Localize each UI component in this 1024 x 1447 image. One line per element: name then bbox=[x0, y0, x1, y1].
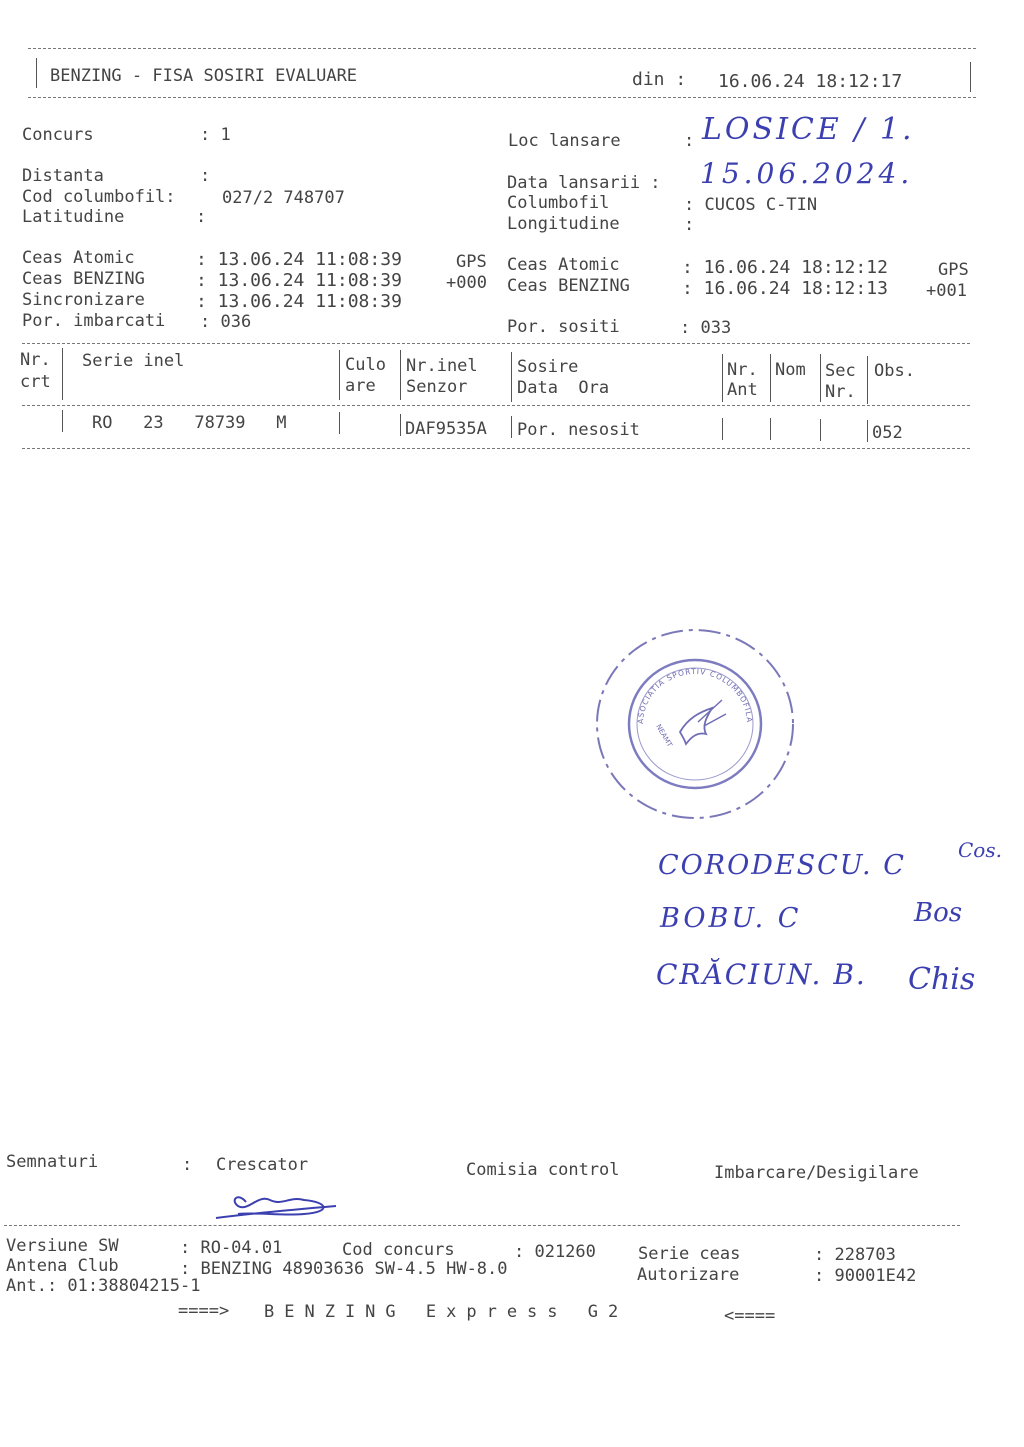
clock-left-benzing-suffix: +000 bbox=[446, 273, 487, 293]
th-sosire-1: Sosire bbox=[517, 357, 579, 377]
cod-columbofil-value: 027/2 748707 bbox=[222, 188, 345, 208]
commission-name-1: CORODESCU. C bbox=[658, 850, 906, 881]
concurs-value: : 1 bbox=[200, 125, 231, 145]
semnaturi-label: Semnaturi bbox=[6, 1152, 99, 1172]
th-nr-inel-2: Senzor bbox=[406, 377, 468, 397]
clock-left-atomic-label: Ceas Atomic bbox=[22, 248, 135, 268]
versiune-label: Versiune SW bbox=[6, 1236, 119, 1256]
th-serie-inel: Serie inel bbox=[82, 351, 185, 371]
columbofil-value: : CUCOS C-TIN bbox=[684, 195, 818, 215]
th-nr-crt-1: Nr. bbox=[20, 350, 51, 370]
clock-left-benzing-value: : 13.06.24 11:08:39 bbox=[196, 270, 402, 291]
versiune-value: : RO-04.01 bbox=[180, 1238, 283, 1258]
commission-signature-3: Chis bbox=[908, 962, 976, 997]
stamp-arc-text: ASOCIATIA SPORTIV COLUMBOFILA bbox=[635, 666, 755, 725]
serie-ceas-label: Serie ceas bbox=[638, 1244, 741, 1264]
commission-signature-1: Cos. bbox=[958, 838, 1002, 862]
table-bottom-rule bbox=[22, 448, 970, 449]
din-label: din : bbox=[632, 69, 687, 90]
ant-line: Ant.: 01:38804215-1 bbox=[6, 1276, 201, 1296]
latitudine-label: Latitudine bbox=[22, 207, 125, 227]
th-nr-ant-2: Ant bbox=[727, 380, 758, 400]
commission-signature-2: Bos bbox=[914, 898, 963, 928]
columbofil-label: Columbofil bbox=[507, 193, 610, 213]
clock-right-atomic-value: : 16.06.24 18:12:12 bbox=[682, 257, 888, 278]
row-senzor: DAF9535A bbox=[405, 419, 487, 439]
col-sep bbox=[820, 354, 821, 402]
table-top-rule bbox=[22, 343, 970, 344]
antena-label: Antena Club bbox=[6, 1256, 119, 1276]
th-nom: Nom bbox=[775, 360, 806, 380]
th-sec-2: Nr. bbox=[825, 382, 856, 402]
din-value: 16.06.24 18:12:17 bbox=[718, 71, 903, 92]
longitudine-label: Longitudine bbox=[507, 214, 620, 234]
distanta-label: Distanta bbox=[22, 166, 104, 186]
clock-left-benzing-label: Ceas BENZING bbox=[22, 269, 145, 289]
clock-right-atomic-label: Ceas Atomic bbox=[507, 255, 620, 275]
imbarcare-desigilare-label: Imbarcare/Desigilare bbox=[714, 1163, 919, 1183]
row-serie-inel: RO 23 78739 M bbox=[92, 413, 287, 433]
col-sep bbox=[511, 416, 512, 438]
cod-concurs-value: : 021260 bbox=[514, 1242, 596, 1262]
col-sep bbox=[62, 410, 63, 432]
col-sep bbox=[400, 350, 401, 400]
col-sep bbox=[770, 354, 771, 402]
col-sep bbox=[339, 412, 340, 434]
clock-left-sync-label: Sincronizare bbox=[22, 290, 145, 310]
th-nr-crt-2: crt bbox=[20, 372, 51, 392]
association-stamp bbox=[588, 622, 803, 827]
clock-left-atomic-suffix: GPS bbox=[456, 252, 487, 272]
longitudine-colon: : bbox=[684, 215, 695, 235]
clock-left-atomic-value: : 13.06.24 11:08:39 bbox=[196, 249, 402, 270]
loc-lansare-handwritten: LOSICE / 1. bbox=[702, 112, 915, 147]
loc-lansare-colon: : bbox=[684, 131, 695, 151]
autorizare-value: : 90001E42 bbox=[814, 1266, 917, 1286]
latitudine-colon: : bbox=[196, 207, 207, 227]
stamp-inner-text: NEAMT bbox=[654, 723, 674, 749]
crescator-signature-icon bbox=[208, 1184, 343, 1224]
por-sositi-label: Por. sositi bbox=[507, 317, 620, 337]
commission-name-2: BOBU. C bbox=[660, 903, 802, 934]
table-header-rule bbox=[22, 405, 970, 406]
th-nr-inel-1: Nr.inel bbox=[406, 356, 478, 376]
col-sep bbox=[867, 420, 868, 442]
antena-value: : BENZING 48903636 SW-4.5 HW-8.0 bbox=[180, 1259, 508, 1279]
col-sep bbox=[867, 356, 868, 404]
por-imbarcati-label: Por. imbarcati bbox=[22, 311, 166, 331]
comisia-control-label: Comisia control bbox=[466, 1160, 620, 1180]
clock-right-benzing-value: : 16.06.24 18:12:13 bbox=[682, 278, 888, 299]
por-imbarcati-value: : 036 bbox=[200, 312, 252, 332]
col-sep bbox=[339, 350, 340, 400]
serie-ceas-value: : 228703 bbox=[814, 1245, 896, 1265]
col-sep bbox=[400, 414, 401, 436]
commission-name-3: CRĂCIUN. B. bbox=[656, 958, 867, 991]
por-sositi-value: : 033 bbox=[680, 318, 732, 338]
brand-arrow-left: ====> bbox=[178, 1301, 230, 1321]
clock-left-sync-value: : 13.06.24 11:08:39 bbox=[196, 291, 402, 312]
distanta-colon: : bbox=[200, 166, 211, 186]
stamp-seal-icon bbox=[588, 622, 803, 827]
clock-right-benzing-label: Ceas BENZING bbox=[507, 276, 630, 296]
header-bottom-rule bbox=[28, 97, 976, 98]
col-sep bbox=[722, 418, 723, 440]
col-sep bbox=[511, 352, 512, 402]
header-right-edge bbox=[970, 62, 971, 92]
th-culoare-1: Culo bbox=[345, 355, 386, 375]
concurs-label: Concurs bbox=[22, 125, 94, 145]
footer-top-rule bbox=[4, 1225, 960, 1226]
th-nr-ant-1: Nr. bbox=[727, 360, 758, 380]
clock-right-benzing-suffix: +001 bbox=[926, 281, 967, 301]
crescator-label: Crescator bbox=[216, 1155, 309, 1175]
th-sosire-2: Data Ora bbox=[517, 378, 610, 398]
row-obs: 052 bbox=[872, 423, 903, 443]
th-sec-1: Sec bbox=[825, 361, 856, 381]
col-sep bbox=[62, 348, 63, 400]
form-title: BENZING - FISA SOSIRI EVALUARE bbox=[50, 66, 358, 86]
row-sosire: Por. nesosit bbox=[517, 420, 640, 440]
col-sep bbox=[770, 418, 771, 440]
clock-right-atomic-suffix: GPS bbox=[938, 260, 969, 280]
brand-arrow-right: <==== bbox=[724, 1306, 776, 1326]
col-sep bbox=[820, 419, 821, 441]
autorizare-label: Autorizare bbox=[637, 1265, 740, 1285]
data-lansarii-label: Data lansarii : bbox=[507, 173, 661, 193]
loc-lansare-label: Loc lansare bbox=[508, 131, 621, 151]
semnaturi-colon: : bbox=[182, 1155, 193, 1175]
th-culoare-2: are bbox=[345, 376, 376, 396]
header-top-rule bbox=[28, 48, 976, 49]
cod-concurs-label: Cod concurs bbox=[342, 1240, 455, 1260]
brand-text: BENZING Express G2 bbox=[264, 1302, 629, 1322]
header-left-edge bbox=[36, 58, 37, 88]
col-sep bbox=[722, 354, 723, 402]
cod-columbofil-label: Cod columbofil: bbox=[22, 187, 176, 207]
data-lansarii-handwritten: 15.06.2024. bbox=[700, 157, 914, 190]
th-obs: Obs. bbox=[874, 361, 915, 381]
